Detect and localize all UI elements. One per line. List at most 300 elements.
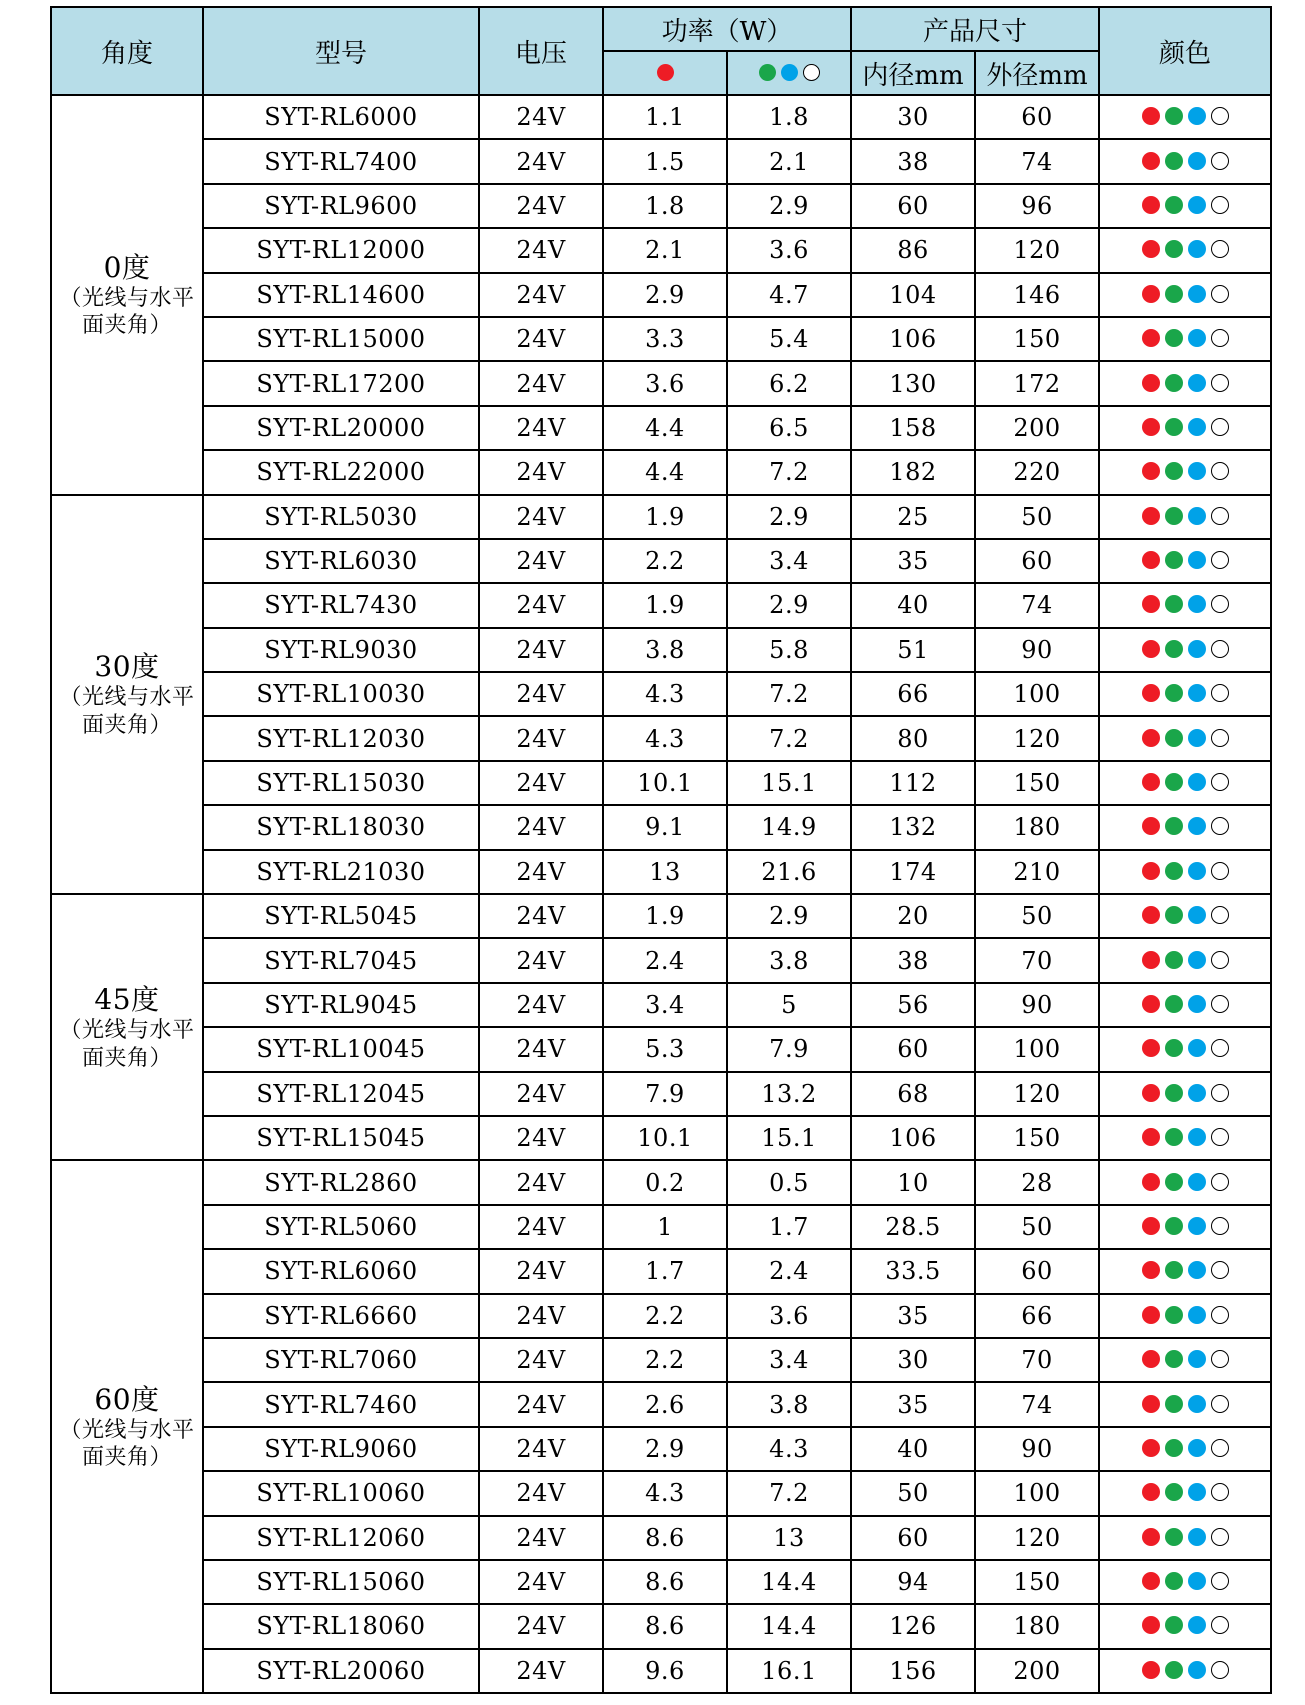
inner-diameter-cell: 104 (851, 273, 975, 317)
outer-diameter-cell: 146 (975, 273, 1099, 317)
blue-dot-icon (1188, 1039, 1206, 1057)
angle-cell (51, 894, 203, 1160)
voltage-cell: 24V (479, 539, 603, 583)
color-dots (1141, 995, 1230, 1013)
white-dot-icon (803, 64, 820, 81)
color-cell (1099, 95, 1271, 139)
model-cell: SYT-RL9600 (203, 184, 479, 228)
table-row (51, 1205, 1271, 1249)
model-cell: SYT-RL5060 (203, 1205, 479, 1249)
color-dots (1141, 1173, 1230, 1191)
voltage-cell: 24V (479, 139, 603, 183)
color-cell (1099, 361, 1271, 405)
outer-diameter-cell: 74 (975, 1382, 1099, 1426)
white-dot-icon (1211, 1039, 1229, 1057)
model-cell: SYT-RL5030 (203, 495, 479, 539)
blue-dot-icon (1188, 773, 1206, 791)
model-cell: SYT-RL9045 (203, 983, 479, 1027)
blue-dot-icon (1188, 329, 1206, 347)
blue-dot-icon (1188, 507, 1206, 525)
outer-diameter-cell: 90 (975, 1427, 1099, 1471)
power-rgbw-cell: 5.4 (727, 317, 851, 361)
green-dot-icon (1165, 507, 1183, 525)
green-dot-icon (1165, 1395, 1183, 1413)
model-cell: SYT-RL21030 (203, 850, 479, 894)
voltage-cell: 24V (479, 894, 603, 938)
model-cell: SYT-RL10030 (203, 672, 479, 716)
color-cell (1099, 1382, 1271, 1426)
header-power-rgbw (727, 51, 851, 95)
power-red-cell: 1.7 (603, 1249, 727, 1293)
color-cell (1099, 317, 1271, 361)
power-red-cell: 2.9 (603, 1427, 727, 1471)
inner-diameter-cell: 20 (851, 894, 975, 938)
header-outer: 外径mm (975, 51, 1099, 95)
outer-diameter-cell: 66 (975, 1294, 1099, 1338)
angle-note: （光线与水平面夹角） (59, 1018, 195, 1071)
blue-dot-icon (1188, 1483, 1206, 1501)
red-dot-icon (1142, 196, 1160, 214)
table-row (51, 938, 1271, 982)
color-dots (1141, 951, 1230, 969)
outer-diameter-cell: 50 (975, 1205, 1099, 1249)
inner-diameter-cell: 35 (851, 1382, 975, 1426)
header-power-red (603, 51, 727, 95)
table-row (51, 1427, 1271, 1471)
red-dot-icon (1142, 773, 1160, 791)
power-rgbw-cell: 14.4 (727, 1560, 851, 1604)
power-rgbw-cell: 1.7 (727, 1205, 851, 1249)
outer-diameter-cell: 60 (975, 1249, 1099, 1293)
voltage-cell: 24V (479, 1604, 603, 1648)
table-row (51, 1604, 1271, 1648)
table-row (51, 850, 1271, 894)
voltage-cell: 24V (479, 583, 603, 627)
color-cell (1099, 1427, 1271, 1471)
color-dots (1141, 729, 1230, 747)
inner-diameter-cell: 156 (851, 1649, 975, 1693)
blue-dot-icon (1188, 1661, 1206, 1679)
white-dot-icon (1211, 1350, 1229, 1368)
white-dot-icon (1211, 1616, 1229, 1634)
green-dot-icon (1165, 1039, 1183, 1057)
power-rgbw-cell: 2.9 (727, 894, 851, 938)
inner-diameter-cell: 66 (851, 672, 975, 716)
white-dot-icon (1211, 462, 1229, 480)
color-dots (1141, 196, 1230, 214)
power-red-cell: 8.6 (603, 1604, 727, 1648)
power-red-cell: 3.6 (603, 361, 727, 405)
red-dot-icon (1142, 1395, 1160, 1413)
voltage-cell: 24V (479, 1516, 603, 1560)
voltage-cell: 24V (479, 938, 603, 982)
outer-diameter-cell: 74 (975, 139, 1099, 183)
power-red-cell: 2.4 (603, 938, 727, 982)
voltage-cell: 24V (479, 1338, 603, 1382)
red-dot-icon (1142, 418, 1160, 436)
white-dot-icon (1211, 374, 1229, 392)
inner-diameter-cell: 60 (851, 184, 975, 228)
color-cell (1099, 716, 1271, 760)
angle-degree: 30度 (94, 650, 160, 684)
inner-diameter-cell: 106 (851, 317, 975, 361)
blue-dot-icon (1188, 418, 1206, 436)
color-dots (1141, 1217, 1230, 1235)
blue-dot-icon (1188, 240, 1206, 258)
angle-cell (51, 95, 203, 495)
color-dots (1141, 551, 1230, 569)
blue-dot-icon (1188, 1439, 1206, 1457)
table-row (51, 184, 1271, 228)
red-dot-icon (1142, 107, 1160, 125)
table-header (51, 7, 1271, 95)
power-red-cell: 2.6 (603, 1382, 727, 1426)
red-dot-icon (1142, 1217, 1160, 1235)
white-dot-icon (1211, 1306, 1229, 1324)
model-cell: SYT-RL6060 (203, 1249, 479, 1293)
outer-diameter-cell: 100 (975, 672, 1099, 716)
color-cell (1099, 495, 1271, 539)
angle-note: （光线与水平面夹角） (59, 685, 195, 738)
inner-diameter-cell: 35 (851, 539, 975, 583)
voltage-cell: 24V (479, 672, 603, 716)
power-rgbw-cell: 2.9 (727, 184, 851, 228)
color-cell (1099, 1604, 1271, 1648)
voltage-cell: 24V (479, 495, 603, 539)
power-rgbw-cell: 3.8 (727, 938, 851, 982)
outer-diameter-cell: 74 (975, 583, 1099, 627)
inner-diameter-cell: 60 (851, 1027, 975, 1071)
outer-diameter-cell: 220 (975, 450, 1099, 494)
red-dot-icon (1142, 1306, 1160, 1324)
green-dot-icon (1165, 285, 1183, 303)
white-dot-icon (1211, 1439, 1229, 1457)
power-rgbw-cell: 15.1 (727, 1116, 851, 1160)
color-cell (1099, 1027, 1271, 1071)
power-rgbw-cell: 3.4 (727, 539, 851, 583)
table-row (51, 1072, 1271, 1116)
header-angle: 角度 (51, 7, 203, 95)
angle-degree: 0度 (103, 250, 151, 284)
green-dot-icon (1165, 951, 1183, 969)
outer-diameter-cell: 96 (975, 184, 1099, 228)
white-dot-icon (1211, 1395, 1229, 1413)
inner-diameter-cell: 38 (851, 139, 975, 183)
white-dot-icon (1211, 729, 1229, 747)
voltage-cell: 24V (479, 184, 603, 228)
blue-dot-icon (1188, 995, 1206, 1013)
white-dot-icon (1211, 906, 1229, 924)
power-red-legend (656, 64, 675, 81)
power-rgbw-cell: 7.2 (727, 450, 851, 494)
blue-dot-icon (1188, 1217, 1206, 1235)
green-dot-icon (1165, 1439, 1183, 1457)
blue-dot-icon (1188, 107, 1206, 125)
model-cell: SYT-RL15060 (203, 1560, 479, 1604)
color-dots (1141, 107, 1230, 125)
power-rgbw-cell: 16.1 (727, 1649, 851, 1693)
voltage-cell: 24V (479, 450, 603, 494)
inner-diameter-cell: 38 (851, 938, 975, 982)
color-dots (1141, 507, 1230, 525)
power-rgbw-cell: 13 (727, 1516, 851, 1560)
outer-diameter-cell: 28 (975, 1160, 1099, 1204)
blue-dot-icon (1188, 551, 1206, 569)
red-dot-icon (1142, 240, 1160, 258)
red-dot-icon (1142, 1039, 1160, 1057)
green-dot-icon (1165, 640, 1183, 658)
color-cell (1099, 450, 1271, 494)
color-cell (1099, 1560, 1271, 1604)
model-cell: SYT-RL6000 (203, 95, 479, 139)
color-dots (1141, 1084, 1230, 1102)
inner-diameter-cell: 106 (851, 1116, 975, 1160)
blue-dot-icon (1188, 817, 1206, 835)
power-red-cell: 4.3 (603, 716, 727, 760)
angle-degree: 45度 (94, 983, 160, 1017)
outer-diameter-cell: 200 (975, 1649, 1099, 1693)
table-row (51, 361, 1271, 405)
blue-dot-icon (1188, 951, 1206, 969)
white-dot-icon (1211, 1261, 1229, 1279)
outer-diameter-cell: 150 (975, 1116, 1099, 1160)
color-dots (1141, 240, 1230, 258)
model-cell: SYT-RL12030 (203, 716, 479, 760)
outer-diameter-cell: 120 (975, 716, 1099, 760)
voltage-cell: 24V (479, 1649, 603, 1693)
angle-cell (51, 1160, 203, 1693)
table-row (51, 1471, 1271, 1515)
outer-diameter-cell: 120 (975, 228, 1099, 272)
inner-diameter-cell: 25 (851, 495, 975, 539)
power-red-cell: 5.3 (603, 1027, 727, 1071)
color-cell (1099, 1471, 1271, 1515)
white-dot-icon (1211, 240, 1229, 258)
green-dot-icon (1165, 374, 1183, 392)
model-cell: SYT-RL15030 (203, 761, 479, 805)
header-power: 功率（W） (603, 7, 851, 51)
blue-dot-icon (1188, 1128, 1206, 1146)
inner-diameter-cell: 126 (851, 1604, 975, 1648)
header-size: 产品尺寸 (851, 7, 1099, 51)
color-dots (1141, 1528, 1230, 1546)
power-red-cell: 2.2 (603, 1294, 727, 1338)
red-dot-icon (1142, 1483, 1160, 1501)
color-dots (1141, 595, 1230, 613)
power-red-cell: 0.2 (603, 1160, 727, 1204)
power-rgbw-cell: 4.7 (727, 273, 851, 317)
model-cell: SYT-RL9030 (203, 628, 479, 672)
power-red-cell: 3.8 (603, 628, 727, 672)
white-dot-icon (1211, 152, 1229, 170)
color-dots (1141, 329, 1230, 347)
power-rgbw-cell: 4.3 (727, 1427, 851, 1471)
inner-diameter-cell: 174 (851, 850, 975, 894)
outer-diameter-cell: 180 (975, 805, 1099, 849)
blue-dot-icon (1188, 1306, 1206, 1324)
inner-diameter-cell: 30 (851, 1338, 975, 1382)
red-dot-icon (1142, 1261, 1160, 1279)
blue-dot-icon (1188, 152, 1206, 170)
color-cell (1099, 938, 1271, 982)
model-cell: SYT-RL20060 (203, 1649, 479, 1693)
green-dot-icon (1165, 1306, 1183, 1324)
power-rgbw-cell: 5 (727, 983, 851, 1027)
green-dot-icon (1165, 862, 1183, 880)
angle-cell (51, 495, 203, 895)
power-red-cell: 2.9 (603, 273, 727, 317)
model-cell: SYT-RL14600 (203, 273, 479, 317)
voltage-cell: 24V (479, 228, 603, 272)
green-dot-icon (1165, 1261, 1183, 1279)
green-dot-icon (1165, 773, 1183, 791)
color-cell (1099, 228, 1271, 272)
model-cell: SYT-RL7430 (203, 583, 479, 627)
inner-diameter-cell: 30 (851, 95, 975, 139)
table-body (51, 95, 1271, 1693)
color-cell (1099, 1205, 1271, 1249)
green-dot-icon (1165, 1350, 1183, 1368)
green-dot-icon (1165, 1528, 1183, 1546)
table-row (51, 1160, 1271, 1204)
table-row (51, 716, 1271, 760)
green-dot-icon (759, 64, 776, 81)
green-dot-icon (1165, 729, 1183, 747)
power-red-cell: 10.1 (603, 761, 727, 805)
color-dots (1141, 1616, 1230, 1634)
color-cell (1099, 850, 1271, 894)
white-dot-icon (1211, 1483, 1229, 1501)
table-row (51, 273, 1271, 317)
red-dot-icon (1142, 1616, 1160, 1634)
green-dot-icon (1165, 1572, 1183, 1590)
inner-diameter-cell: 50 (851, 1471, 975, 1515)
blue-dot-icon (1188, 1395, 1206, 1413)
green-dot-icon (1165, 1084, 1183, 1102)
power-red-cell: 4.3 (603, 672, 727, 716)
outer-diameter-cell: 90 (975, 628, 1099, 672)
power-rgbw-cell: 6.2 (727, 361, 851, 405)
inner-diameter-cell: 56 (851, 983, 975, 1027)
white-dot-icon (1211, 507, 1229, 525)
model-cell: SYT-RL9060 (203, 1427, 479, 1471)
model-cell: SYT-RL20000 (203, 406, 479, 450)
power-rgbw-cell: 14.9 (727, 805, 851, 849)
power-rgbw-cell: 2.4 (727, 1249, 851, 1293)
blue-dot-icon (1188, 862, 1206, 880)
power-rgbw-cell: 3.8 (727, 1382, 851, 1426)
blue-dot-icon (1188, 906, 1206, 924)
blue-dot-icon (781, 64, 798, 81)
power-rgbw-cell: 7.2 (727, 716, 851, 760)
power-rgbw-cell: 3.6 (727, 1294, 851, 1338)
power-red-cell: 1 (603, 1205, 727, 1249)
power-red-cell: 1.5 (603, 139, 727, 183)
blue-dot-icon (1188, 1173, 1206, 1191)
color-cell (1099, 273, 1271, 317)
color-cell (1099, 761, 1271, 805)
power-red-cell: 1.1 (603, 95, 727, 139)
white-dot-icon (1211, 773, 1229, 791)
inner-diameter-cell: 35 (851, 1294, 975, 1338)
color-dots (1141, 1395, 1230, 1413)
green-dot-icon (1165, 595, 1183, 613)
model-cell: SYT-RL12000 (203, 228, 479, 272)
color-cell (1099, 983, 1271, 1027)
green-dot-icon (1165, 1173, 1183, 1191)
model-cell: SYT-RL6030 (203, 539, 479, 583)
table-row (51, 450, 1271, 494)
table-row (51, 406, 1271, 450)
outer-diameter-cell: 180 (975, 1604, 1099, 1648)
color-dots (1141, 418, 1230, 436)
angle-note: （光线与水平面夹角） (59, 285, 195, 339)
power-rgbw-cell: 14.4 (727, 1604, 851, 1648)
model-cell: SYT-RL12045 (203, 1072, 479, 1116)
blue-dot-icon (1188, 729, 1206, 747)
outer-diameter-cell: 200 (975, 406, 1099, 450)
white-dot-icon (1211, 1084, 1229, 1102)
table-row (51, 1294, 1271, 1338)
voltage-cell: 24V (479, 406, 603, 450)
color-dots (1141, 462, 1230, 480)
white-dot-icon (1211, 418, 1229, 436)
red-dot-icon (1142, 285, 1160, 303)
color-dots (1141, 906, 1230, 924)
green-dot-icon (1165, 1128, 1183, 1146)
power-rgbw-cell: 13.2 (727, 1072, 851, 1116)
outer-diameter-cell: 120 (975, 1072, 1099, 1116)
inner-diameter-cell: 28.5 (851, 1205, 975, 1249)
voltage-cell: 24V (479, 628, 603, 672)
voltage-cell: 24V (479, 1427, 603, 1471)
voltage-cell: 24V (479, 1249, 603, 1293)
color-dots (1141, 1439, 1230, 1457)
color-cell (1099, 539, 1271, 583)
red-dot-icon (1142, 817, 1160, 835)
blue-dot-icon (1188, 684, 1206, 702)
inner-diameter-cell: 60 (851, 1516, 975, 1560)
blue-dot-icon (1188, 1350, 1206, 1368)
model-cell: SYT-RL10045 (203, 1027, 479, 1071)
power-rgbw-cell: 15.1 (727, 761, 851, 805)
outer-diameter-cell: 90 (975, 983, 1099, 1027)
color-cell (1099, 406, 1271, 450)
white-dot-icon (1211, 1661, 1229, 1679)
color-dots (1141, 684, 1230, 702)
color-dots (1141, 1039, 1230, 1057)
voltage-cell: 24V (479, 983, 603, 1027)
table-row (51, 539, 1271, 583)
model-cell: SYT-RL18030 (203, 805, 479, 849)
white-dot-icon (1211, 1217, 1229, 1235)
outer-diameter-cell: 60 (975, 539, 1099, 583)
model-cell: SYT-RL22000 (203, 450, 479, 494)
green-dot-icon (1165, 240, 1183, 258)
spec-table (50, 6, 1272, 1694)
white-dot-icon (1211, 640, 1229, 658)
table-row (51, 1560, 1271, 1604)
outer-diameter-cell: 70 (975, 1338, 1099, 1382)
voltage-cell: 24V (479, 805, 603, 849)
model-cell: SYT-RL7460 (203, 1382, 479, 1426)
outer-diameter-cell: 70 (975, 938, 1099, 982)
green-dot-icon (1165, 1483, 1183, 1501)
blue-dot-icon (1188, 1261, 1206, 1279)
model-cell: SYT-RL12060 (203, 1516, 479, 1560)
red-dot-icon (1142, 1528, 1160, 1546)
power-red-cell: 1.9 (603, 894, 727, 938)
